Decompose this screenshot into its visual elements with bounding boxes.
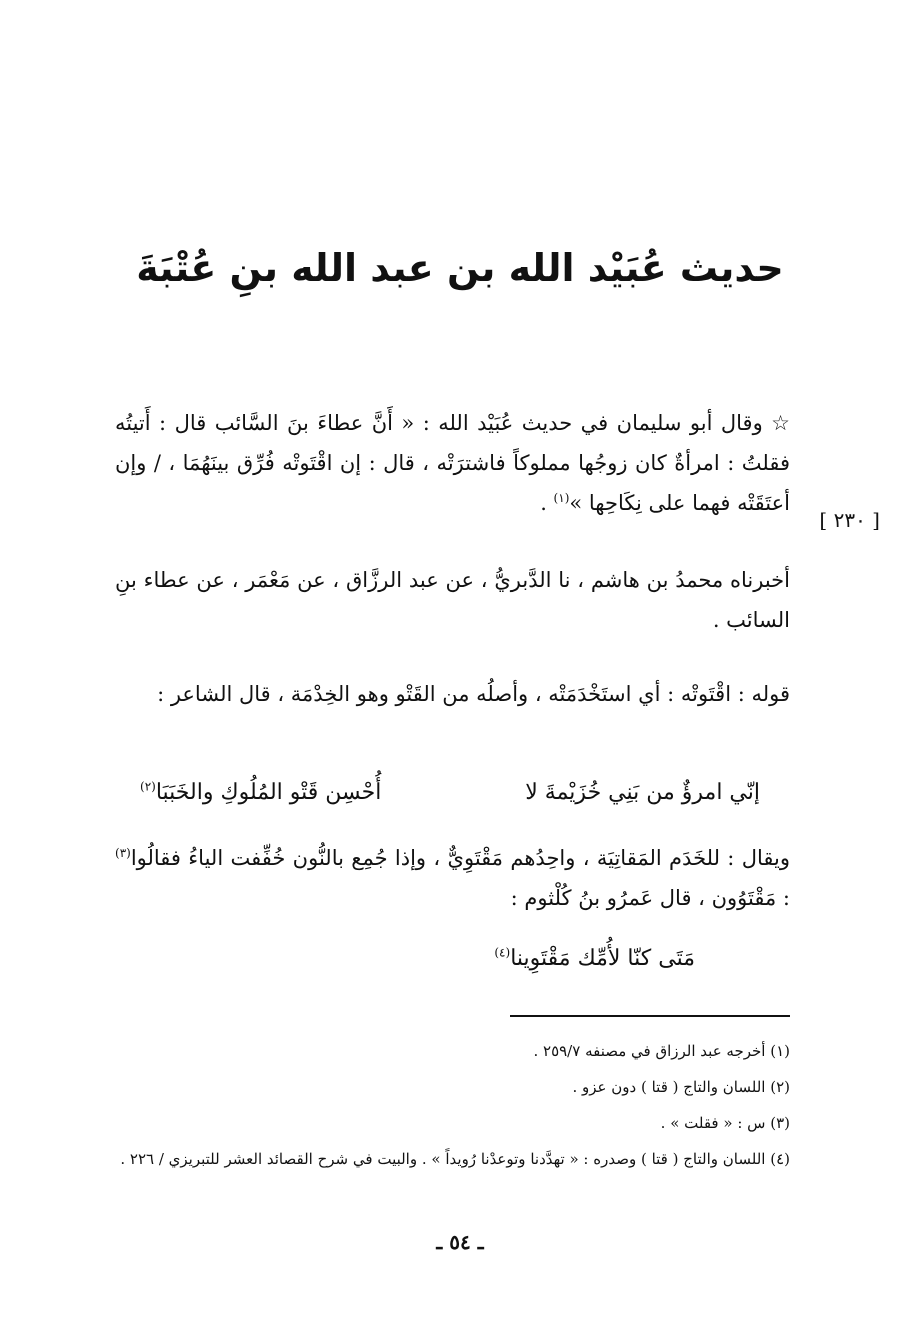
footnote-4: (٤) اللسان والتاج ( قتا ) وصدره : « تهدَّدنا وتوعدْنا رُويداً » . والبيت في شرح القصائد العشر للتبريزي / ٢٢٦ . [120, 1150, 790, 1168]
verse-1-second-hemistich-wrap [140, 773, 381, 813]
paragraph-explanation: قوله : اقْتَوتْه : أي استَخْدَمَتْه ، وأصلُه من القَتْو وهو الخِدْمَة ، قال الشاعر : [157, 682, 790, 706]
paragraph-isnad: أخبرناه محمدُ بن هاشم ، نا الدَّبريُّ ، عن عبد الرزَّاق ، عن مَعْمَر ، عن عطاء بنِ السائب . [115, 568, 790, 632]
chapter-title: حديث عُبَيْد الله بن عبد الله بنِ عُتْبَةَ [136, 246, 784, 290]
paragraph-plural-text-a: ويقال : للخَدَم المَقاتِيَة ، واحِدُهم مَقْتَوِيٌّ ، وإذا جُمِع بالنُّون خُفِّفت الياءُ فقالُوا [130, 846, 790, 870]
verse-1-second-hemistich: أُحْسِن قَتْو المُلُوكِ والخَبَبَا [155, 780, 382, 805]
footnote-2: (٢) اللسان والتاج ( قتا ) دون عزو . [572, 1078, 790, 1096]
footnote-marker-2: (٢) [140, 779, 156, 794]
footnote-marker-1: (١) [553, 491, 570, 505]
footnote-marker-4: (٤) [494, 945, 511, 960]
paragraph-hadith-end: . [540, 491, 554, 515]
footnote-marker-3: (٣) [115, 846, 131, 860]
marginal-reference: [ ٢٣٠ ] [819, 508, 880, 532]
footnote-3: (٣) س : « فقلت » . [660, 1114, 790, 1132]
verse-1-first-hemistich: إنّي امرؤٌ من بَنِي خُزَيْمةَ لا [525, 780, 760, 805]
footnote-separator [510, 1015, 790, 1017]
footnotes-list [115, 1033, 790, 1177]
poetry-verse-1 [140, 773, 760, 813]
paragraph-plural [115, 838, 790, 918]
poetry-verse-2 [494, 939, 695, 979]
footnote-1: (١) أخرجه عبد الرزاق في مصنفه ٢٥٩/٧ . [533, 1042, 790, 1060]
verse-2-text: مَتَى كنّا لأُمِّك مَقْتَوِينا [510, 946, 695, 971]
paragraph-hadith-text: ☆ وقال أبو سليمان في حديث عُبَيْد الله : « أَنَّ عطاءَ بنَ السَّائب قال : أَتيتُه فقلتُ : امرأةٌ كان زوجُها مملوكاً فاشترَتْه ، قال : إن اقْتَوتْه فُرِّق بينَهُمَا ، / وإن أعتَقَتْه فهما على نِكَاحِها » [115, 411, 790, 515]
paragraph-plural-text-b: : مَقْتَوُون ، قال عَمرُو بنُ كُلْثوم : [510, 886, 790, 910]
paragraph-hadith [115, 403, 790, 523]
page-number: ـ ٥٤ ـ [436, 1230, 484, 1254]
